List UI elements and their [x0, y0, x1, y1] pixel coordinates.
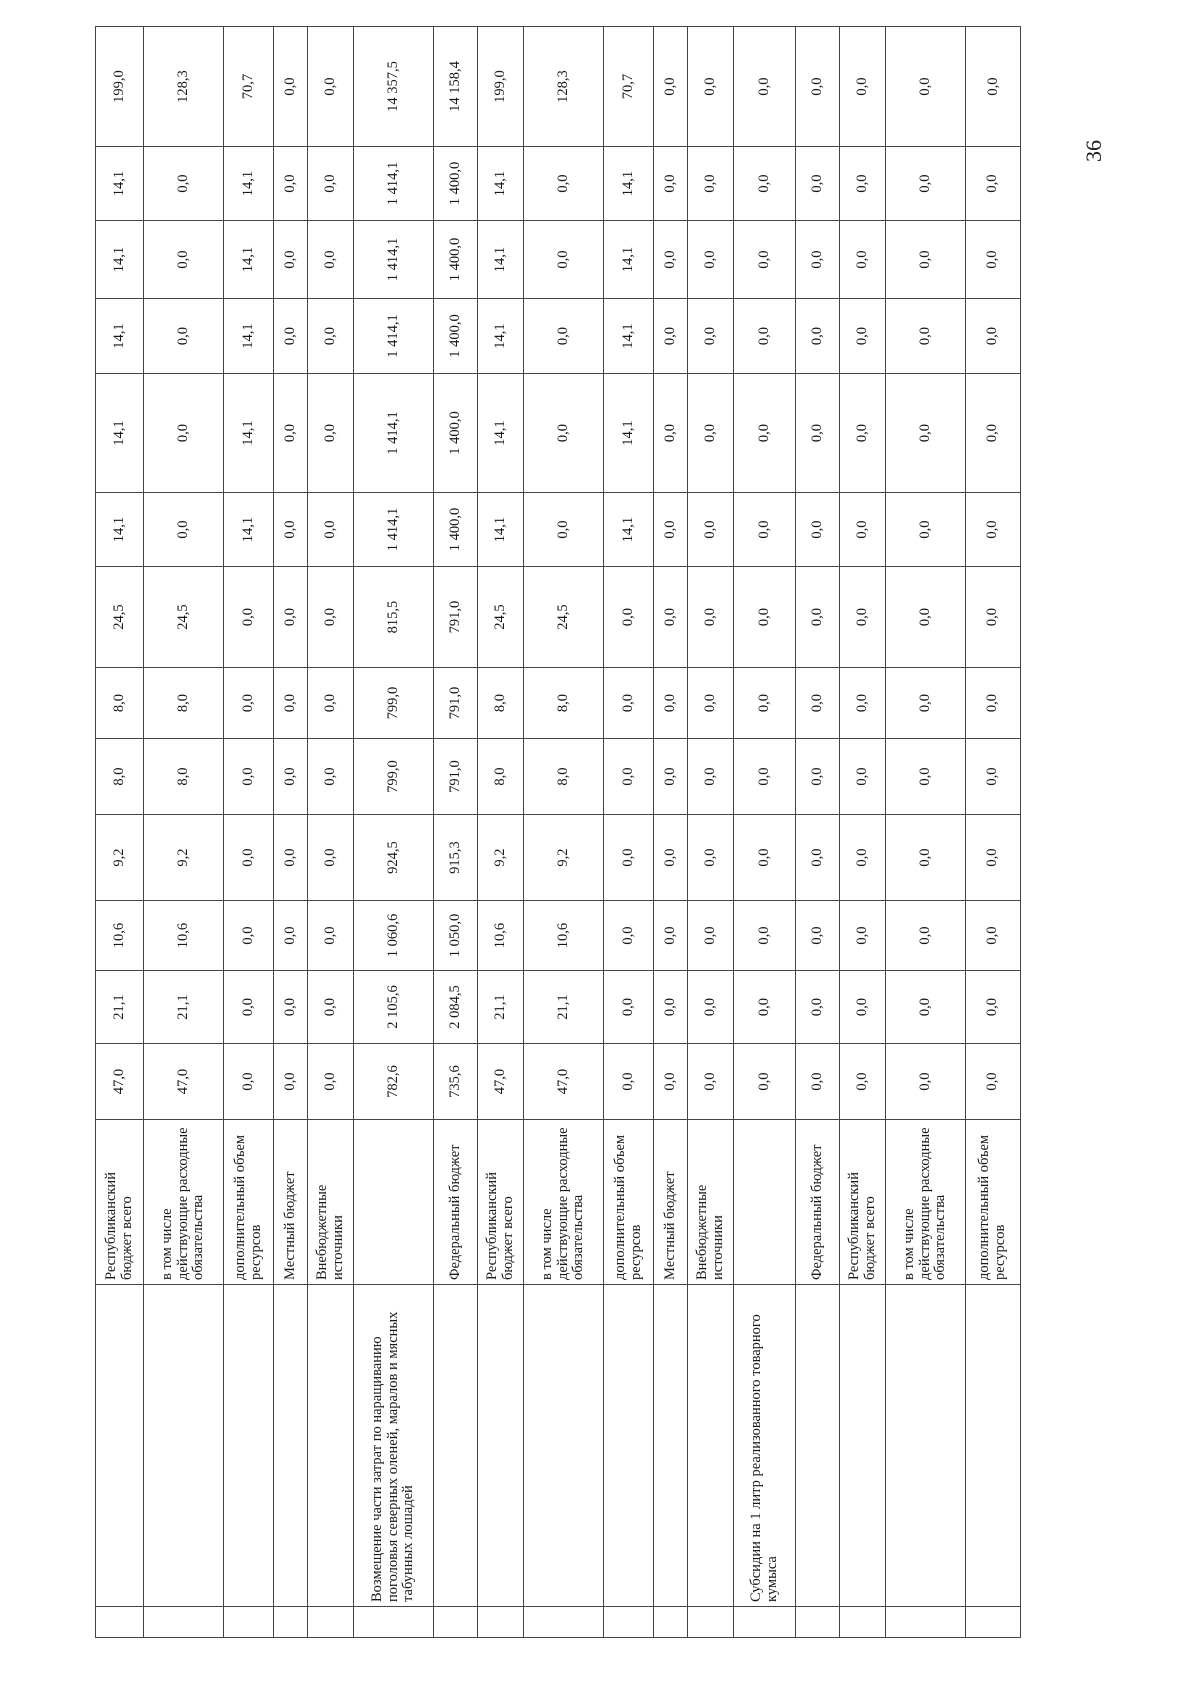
- year-value-cell: 47,0: [478, 1044, 524, 1120]
- year-value-cell: 14,1: [604, 493, 654, 567]
- year-value-cell: 0,0: [654, 971, 688, 1044]
- year-value-cell: 8,0: [524, 668, 604, 739]
- year-value-cell: 0,0: [840, 374, 886, 493]
- year-value-cell: 0,0: [308, 668, 354, 739]
- year-value-cell: 0,0: [840, 567, 886, 668]
- year-value-cell: 0,0: [604, 567, 654, 668]
- year-value-cell: 1 400,0: [434, 374, 478, 493]
- row-number-cell: [886, 1607, 966, 1638]
- year-value-cell: 0,0: [966, 299, 1021, 374]
- year-value-cell: 14,1: [604, 299, 654, 374]
- year-value-cell: 8,0: [144, 668, 224, 739]
- year-value-cell: 0,0: [524, 374, 604, 493]
- year-value-cell: 0,0: [688, 221, 734, 299]
- measure-name-cell: [604, 1285, 654, 1607]
- year-value-cell: 0,0: [308, 221, 354, 299]
- year-value-cell: 0,0: [654, 668, 688, 739]
- year-value-cell: 8,0: [478, 739, 524, 815]
- year-value-cell: 0,0: [966, 739, 1021, 815]
- year-value-cell: 0,0: [274, 815, 308, 901]
- year-value-cell: 0,0: [886, 739, 966, 815]
- funding-source-cell: в том числе действующие расходные обязательства: [524, 1120, 604, 1285]
- total-cell: 0,0: [796, 27, 840, 147]
- budget-table: [95, 26, 1021, 1638]
- year-value-cell: 8,0: [524, 739, 604, 815]
- row-number-cell: [308, 1607, 354, 1638]
- table-row: [354, 27, 434, 1638]
- page-number: 36: [1081, 140, 1106, 162]
- year-value-cell: 0,0: [654, 901, 688, 971]
- year-value-cell: 1 414,1: [354, 147, 434, 221]
- funding-source-cell: в том числе действующие расходные обязательства: [886, 1120, 966, 1285]
- year-value-cell: 0,0: [840, 147, 886, 221]
- table-row: [966, 27, 1021, 1638]
- total-cell: 0,0: [966, 27, 1021, 147]
- year-value-cell: 24,5: [478, 567, 524, 668]
- row-number-cell: [96, 1607, 144, 1638]
- year-value-cell: 0,0: [308, 567, 354, 668]
- total-cell: 0,0: [886, 27, 966, 147]
- year-value-cell: 0,0: [688, 901, 734, 971]
- total-cell: 14 357,5: [354, 27, 434, 147]
- year-value-cell: 0,0: [688, 567, 734, 668]
- year-value-cell: 0,0: [796, 901, 840, 971]
- total-cell: 70,7: [224, 27, 274, 147]
- funding-source-cell: Местный бюджет: [274, 1120, 308, 1285]
- budget-table-body: [96, 27, 1021, 1638]
- year-value-cell: 0,0: [224, 668, 274, 739]
- year-value-cell: 9,2: [524, 815, 604, 901]
- year-value-cell: 0,0: [524, 147, 604, 221]
- year-value-cell: 1 400,0: [434, 221, 478, 299]
- year-value-cell: 0,0: [734, 815, 796, 901]
- year-value-cell: 14,1: [224, 299, 274, 374]
- year-value-cell: 9,2: [478, 815, 524, 901]
- measure-name-cell: [308, 1285, 354, 1607]
- year-value-cell: 0,0: [840, 1044, 886, 1120]
- year-value-cell: 0,0: [654, 299, 688, 374]
- year-value-cell: 47,0: [96, 1044, 144, 1120]
- year-value-cell: 14,1: [224, 221, 274, 299]
- year-value-cell: 1 050,0: [434, 901, 478, 971]
- funding-source-cell: Федеральный бюджет: [434, 1120, 478, 1285]
- year-value-cell: 0,0: [524, 299, 604, 374]
- year-value-cell: 0,0: [654, 567, 688, 668]
- year-value-cell: 0,0: [308, 374, 354, 493]
- year-value-cell: 2 105,6: [354, 971, 434, 1044]
- year-value-cell: 0,0: [604, 1044, 654, 1120]
- year-value-cell: 0,0: [886, 567, 966, 668]
- year-value-cell: 0,0: [654, 147, 688, 221]
- year-value-cell: 0,0: [274, 493, 308, 567]
- year-value-cell: 0,0: [796, 668, 840, 739]
- funding-source-cell: Федеральный бюджет: [796, 1120, 840, 1285]
- year-value-cell: 0,0: [886, 971, 966, 1044]
- year-value-cell: 0,0: [274, 668, 308, 739]
- year-value-cell: 2 084,5: [434, 971, 478, 1044]
- year-value-cell: 0,0: [274, 221, 308, 299]
- year-value-cell: 0,0: [966, 815, 1021, 901]
- total-cell: 70,7: [604, 27, 654, 147]
- year-value-cell: 14,1: [478, 147, 524, 221]
- year-value-cell: 0,0: [524, 493, 604, 567]
- year-value-cell: 21,1: [478, 971, 524, 1044]
- year-value-cell: 14,1: [478, 374, 524, 493]
- year-value-cell: 10,6: [96, 901, 144, 971]
- table-row: [654, 27, 688, 1638]
- measure-name-cell: [524, 1285, 604, 1607]
- year-value-cell: 0,0: [688, 739, 734, 815]
- year-value-cell: 0,0: [604, 971, 654, 1044]
- year-value-cell: 0,0: [224, 971, 274, 1044]
- year-value-cell: 8,0: [96, 668, 144, 739]
- year-value-cell: 0,0: [886, 221, 966, 299]
- year-value-cell: 0,0: [144, 147, 224, 221]
- table-row: [840, 27, 886, 1638]
- total-cell: 199,0: [96, 27, 144, 147]
- year-value-cell: 0,0: [224, 901, 274, 971]
- year-value-cell: 791,0: [434, 668, 478, 739]
- year-value-cell: 14,1: [96, 493, 144, 567]
- year-value-cell: 0,0: [840, 739, 886, 815]
- table-row: [734, 27, 796, 1638]
- year-value-cell: 0,0: [796, 1044, 840, 1120]
- year-value-cell: 0,0: [604, 668, 654, 739]
- total-cell: 128,3: [524, 27, 604, 147]
- funding-source-cell: Внебюджетные источники: [688, 1120, 734, 1285]
- row-number-cell: [604, 1607, 654, 1638]
- measure-name-cell: [96, 1285, 144, 1607]
- year-value-cell: 915,3: [434, 815, 478, 901]
- year-value-cell: 0,0: [796, 221, 840, 299]
- year-value-cell: 0,0: [224, 567, 274, 668]
- total-cell: 128,3: [144, 27, 224, 147]
- year-value-cell: 0,0: [796, 971, 840, 1044]
- year-value-cell: 1 414,1: [354, 299, 434, 374]
- year-value-cell: 14,1: [224, 493, 274, 567]
- row-number-cell: [274, 1607, 308, 1638]
- year-value-cell: 47,0: [144, 1044, 224, 1120]
- year-value-cell: 0,0: [144, 493, 224, 567]
- year-value-cell: 0,0: [966, 971, 1021, 1044]
- year-value-cell: 0,0: [886, 815, 966, 901]
- year-value-cell: 0,0: [734, 147, 796, 221]
- year-value-cell: 799,0: [354, 739, 434, 815]
- year-value-cell: 791,0: [434, 567, 478, 668]
- year-value-cell: 0,0: [966, 668, 1021, 739]
- funding-source-cell: дополнительный объем ресурсов: [604, 1120, 654, 1285]
- year-value-cell: 0,0: [840, 221, 886, 299]
- year-value-cell: 0,0: [308, 739, 354, 815]
- funding-source-cell: [354, 1120, 434, 1285]
- year-value-cell: 0,0: [224, 815, 274, 901]
- year-value-cell: 0,0: [796, 299, 840, 374]
- year-value-cell: 14,1: [478, 221, 524, 299]
- year-value-cell: 14,1: [96, 374, 144, 493]
- total-cell: 0,0: [654, 27, 688, 147]
- year-value-cell: 0,0: [966, 374, 1021, 493]
- year-value-cell: 1 414,1: [354, 493, 434, 567]
- year-value-cell: 0,0: [654, 815, 688, 901]
- year-value-cell: 14,1: [96, 221, 144, 299]
- row-number-cell: [524, 1607, 604, 1638]
- year-value-cell: 0,0: [688, 374, 734, 493]
- year-value-cell: 14,1: [478, 493, 524, 567]
- year-value-cell: 8,0: [478, 668, 524, 739]
- year-value-cell: 0,0: [886, 901, 966, 971]
- year-value-cell: 0,0: [308, 493, 354, 567]
- year-value-cell: 799,0: [354, 668, 434, 739]
- year-value-cell: 14,1: [224, 374, 274, 493]
- table-row: [478, 27, 524, 1638]
- funding-source-cell: в том числе действующие расходные обязательства: [144, 1120, 224, 1285]
- total-cell: 14 158,4: [434, 27, 478, 147]
- year-value-cell: 0,0: [840, 299, 886, 374]
- year-value-cell: 0,0: [966, 493, 1021, 567]
- year-value-cell: 0,0: [144, 221, 224, 299]
- year-value-cell: 0,0: [688, 299, 734, 374]
- year-value-cell: 791,0: [434, 739, 478, 815]
- table-row: [96, 27, 144, 1638]
- measure-name-cell: [434, 1285, 478, 1607]
- year-value-cell: 0,0: [308, 147, 354, 221]
- budget-table-container: [95, 61, 1021, 1638]
- year-value-cell: 0,0: [734, 567, 796, 668]
- row-number-cell: [840, 1607, 886, 1638]
- total-cell: 199,0: [478, 27, 524, 147]
- year-value-cell: 0,0: [840, 668, 886, 739]
- year-value-cell: 0,0: [734, 668, 796, 739]
- year-value-cell: 0,0: [274, 567, 308, 668]
- year-value-cell: 0,0: [840, 493, 886, 567]
- year-value-cell: 1 060,6: [354, 901, 434, 971]
- funding-source-cell: Республиканский бюджет всего: [840, 1120, 886, 1285]
- year-value-cell: 0,0: [654, 493, 688, 567]
- year-value-cell: 0,0: [966, 147, 1021, 221]
- year-value-cell: 0,0: [308, 299, 354, 374]
- table-row: [224, 27, 274, 1638]
- year-value-cell: 0,0: [796, 739, 840, 815]
- year-value-cell: 0,0: [966, 1044, 1021, 1120]
- measure-name-cell: Возмещение части затрат по наращиванию поголовья северных оленей, маралов и мясных табунных лошадей: [354, 1285, 434, 1607]
- year-value-cell: 0,0: [886, 147, 966, 221]
- table-row: [434, 27, 478, 1638]
- row-number-cell: [224, 1607, 274, 1638]
- total-cell: 0,0: [308, 27, 354, 147]
- year-value-cell: 1 414,1: [354, 374, 434, 493]
- measure-name-cell: [966, 1285, 1021, 1607]
- year-value-cell: 14,1: [224, 147, 274, 221]
- year-value-cell: 0,0: [524, 221, 604, 299]
- year-value-cell: 0,0: [840, 901, 886, 971]
- year-value-cell: 24,5: [144, 567, 224, 668]
- year-value-cell: 0,0: [224, 739, 274, 815]
- year-value-cell: 1 414,1: [354, 221, 434, 299]
- year-value-cell: 0,0: [604, 739, 654, 815]
- year-value-cell: 0,0: [734, 971, 796, 1044]
- table-row: [886, 27, 966, 1638]
- year-value-cell: 0,0: [308, 815, 354, 901]
- row-number-cell: [354, 1607, 434, 1638]
- funding-source-cell: дополнительный объем ресурсов: [966, 1120, 1021, 1285]
- year-value-cell: 0,0: [274, 901, 308, 971]
- year-value-cell: 0,0: [224, 1044, 274, 1120]
- year-value-cell: 0,0: [966, 901, 1021, 971]
- year-value-cell: 1 400,0: [434, 493, 478, 567]
- year-value-cell: 0,0: [308, 971, 354, 1044]
- year-value-cell: 815,5: [354, 567, 434, 668]
- year-value-cell: 0,0: [308, 1044, 354, 1120]
- year-value-cell: 0,0: [688, 971, 734, 1044]
- year-value-cell: 10,6: [478, 901, 524, 971]
- year-value-cell: 0,0: [840, 971, 886, 1044]
- year-value-cell: 0,0: [654, 1044, 688, 1120]
- year-value-cell: 924,5: [354, 815, 434, 901]
- measure-name-cell: [654, 1285, 688, 1607]
- year-value-cell: 0,0: [886, 299, 966, 374]
- measure-name-cell: Субсидии на 1 литр реализованного товарного кумыса: [734, 1285, 796, 1607]
- year-value-cell: 0,0: [688, 147, 734, 221]
- year-value-cell: 21,1: [524, 971, 604, 1044]
- row-number-cell: [688, 1607, 734, 1638]
- year-value-cell: 9,2: [96, 815, 144, 901]
- year-value-cell: 0,0: [144, 374, 224, 493]
- year-value-cell: 8,0: [144, 739, 224, 815]
- year-value-cell: 0,0: [796, 567, 840, 668]
- year-value-cell: 0,0: [734, 374, 796, 493]
- year-value-cell: 8,0: [96, 739, 144, 815]
- year-value-cell: 21,1: [96, 971, 144, 1044]
- year-value-cell: 0,0: [604, 901, 654, 971]
- funding-source-cell: Местный бюджет: [654, 1120, 688, 1285]
- year-value-cell: 0,0: [734, 299, 796, 374]
- row-number-cell: [796, 1607, 840, 1638]
- year-value-cell: 0,0: [144, 299, 224, 374]
- row-number-cell: [434, 1607, 478, 1638]
- funding-source-cell: Республиканский бюджет всего: [478, 1120, 524, 1285]
- total-cell: 0,0: [274, 27, 308, 147]
- year-value-cell: 0,0: [274, 971, 308, 1044]
- funding-source-cell: [734, 1120, 796, 1285]
- year-value-cell: 0,0: [654, 374, 688, 493]
- measure-name-cell: [688, 1285, 734, 1607]
- total-cell: 0,0: [734, 27, 796, 147]
- measure-name-cell: [840, 1285, 886, 1607]
- year-value-cell: 0,0: [966, 567, 1021, 668]
- year-value-cell: 0,0: [688, 668, 734, 739]
- year-value-cell: 0,0: [688, 815, 734, 901]
- year-value-cell: 0,0: [734, 221, 796, 299]
- year-value-cell: 1 400,0: [434, 299, 478, 374]
- year-value-cell: 0,0: [796, 147, 840, 221]
- year-value-cell: 14,1: [478, 299, 524, 374]
- year-value-cell: 21,1: [144, 971, 224, 1044]
- year-value-cell: 9,2: [144, 815, 224, 901]
- year-value-cell: 0,0: [274, 739, 308, 815]
- year-value-cell: 0,0: [654, 739, 688, 815]
- funding-source-cell: Внебюджетные источники: [308, 1120, 354, 1285]
- year-value-cell: 1 400,0: [434, 147, 478, 221]
- row-number-cell: [478, 1607, 524, 1638]
- year-value-cell: 0,0: [604, 815, 654, 901]
- funding-source-cell: Республиканский бюджет всего: [96, 1120, 144, 1285]
- table-row: [796, 27, 840, 1638]
- measure-name-cell: [796, 1285, 840, 1607]
- year-value-cell: 0,0: [274, 374, 308, 493]
- year-value-cell: 0,0: [886, 1044, 966, 1120]
- measure-name-cell: [478, 1285, 524, 1607]
- year-value-cell: 14,1: [96, 147, 144, 221]
- table-row: [688, 27, 734, 1638]
- year-value-cell: 0,0: [734, 493, 796, 567]
- table-row: [144, 27, 224, 1638]
- year-value-cell: 0,0: [688, 1044, 734, 1120]
- year-value-cell: 24,5: [96, 567, 144, 668]
- measure-name-cell: [274, 1285, 308, 1607]
- year-value-cell: 0,0: [796, 374, 840, 493]
- year-value-cell: 14,1: [96, 299, 144, 374]
- year-value-cell: 0,0: [654, 221, 688, 299]
- year-value-cell: 47,0: [524, 1044, 604, 1120]
- year-value-cell: 0,0: [274, 147, 308, 221]
- year-value-cell: 0,0: [688, 493, 734, 567]
- year-value-cell: 0,0: [840, 815, 886, 901]
- total-cell: 0,0: [688, 27, 734, 147]
- year-value-cell: 0,0: [966, 221, 1021, 299]
- year-value-cell: 0,0: [308, 901, 354, 971]
- year-value-cell: 10,6: [524, 901, 604, 971]
- year-value-cell: 0,0: [886, 668, 966, 739]
- year-value-cell: 24,5: [524, 567, 604, 668]
- year-value-cell: 735,6: [434, 1044, 478, 1120]
- year-value-cell: 0,0: [886, 493, 966, 567]
- year-value-cell: 14,1: [604, 221, 654, 299]
- year-value-cell: 0,0: [274, 299, 308, 374]
- measure-name-cell: [886, 1285, 966, 1607]
- measure-name-cell: [144, 1285, 224, 1607]
- table-row: [274, 27, 308, 1638]
- year-value-cell: 0,0: [734, 1044, 796, 1120]
- year-value-cell: 14,1: [604, 374, 654, 493]
- table-row: [604, 27, 654, 1638]
- row-number-cell: [734, 1607, 796, 1638]
- year-value-cell: 10,6: [144, 901, 224, 971]
- year-value-cell: 0,0: [796, 493, 840, 567]
- measure-name-cell: [224, 1285, 274, 1607]
- year-value-cell: 782,6: [354, 1044, 434, 1120]
- table-row: [308, 27, 354, 1638]
- year-value-cell: 14,1: [604, 147, 654, 221]
- year-value-cell: 0,0: [886, 374, 966, 493]
- row-number-cell: [144, 1607, 224, 1638]
- funding-source-cell: дополнительный объем ресурсов: [224, 1120, 274, 1285]
- table-row: [524, 27, 604, 1638]
- year-value-cell: 0,0: [734, 901, 796, 971]
- year-value-cell: 0,0: [274, 1044, 308, 1120]
- year-value-cell: 0,0: [734, 739, 796, 815]
- row-number-cell: [654, 1607, 688, 1638]
- year-value-cell: 0,0: [796, 815, 840, 901]
- row-number-cell: [966, 1607, 1021, 1638]
- total-cell: 0,0: [840, 27, 886, 147]
